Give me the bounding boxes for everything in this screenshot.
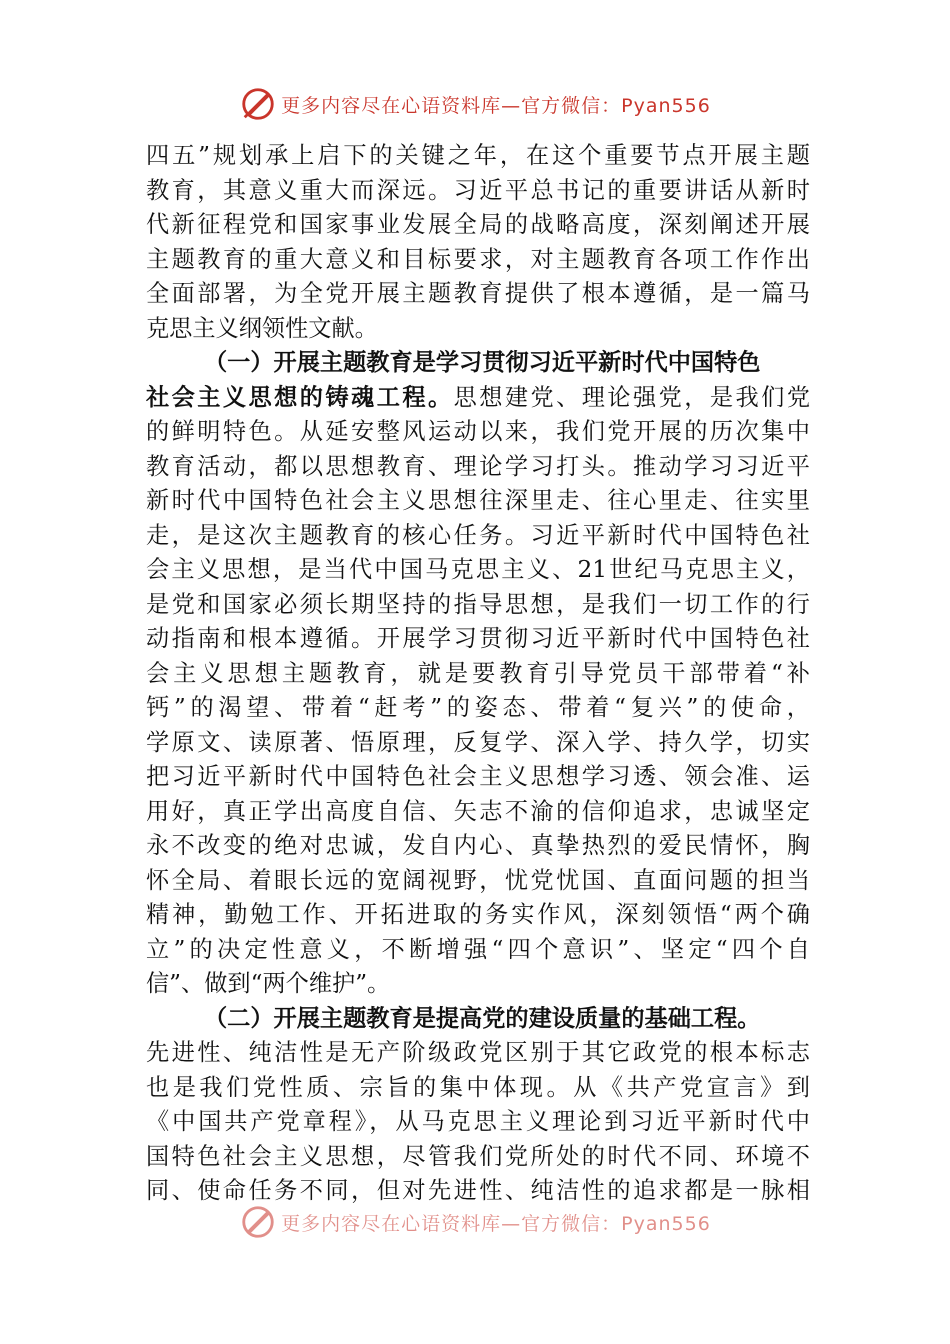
body-text: 思想建党、理论强党，是我们党 [453, 383, 810, 411]
text-line [146, 174, 810, 209]
text-line [146, 933, 810, 968]
body-text: 也是我们党性质、宗旨的集中体现。从《共产党宣言》到 [146, 1073, 810, 1101]
body-text: 精神，勤勉工作、开拓进取的务实作风，深刻领悟“两个确 [146, 901, 810, 928]
body-text: 新时代中国特色社会主义思想往深里走、往心里走、往实里 [146, 487, 810, 514]
text-line [146, 829, 810, 864]
text-line [146, 519, 810, 554]
text-line [146, 208, 810, 243]
text-line [146, 450, 810, 485]
text-line [146, 588, 810, 623]
bold-heading-text: （二）开展主题教育是提高党的建设质量的基础工程。 [204, 1004, 761, 1032]
body-text: 会主义思想主题教育，就是要教育引导党员干部带着“补 [146, 659, 810, 687]
body-text: 信”、做到“两个维护”。 [146, 970, 391, 997]
pen-circle-logo-icon [239, 1204, 277, 1240]
body-text: 克思主义纲领性文献。 [146, 314, 378, 342]
text-line [146, 657, 810, 692]
body-text: 四五”规划承上启下的关键之年，在这个重要节点开展主题 [146, 142, 810, 169]
body-text: 全面部署，为全党开展主题教育提供了根本遵循，是一篇马 [146, 280, 810, 307]
body-text: 同、使命任务不同，但对先进性、纯洁性的追求都是一脉相 [146, 1177, 810, 1204]
body-text: 的鲜明特色。从延安整风运动以来，我们党开展的历次集中 [146, 418, 810, 445]
body-text: 《中国共产党章程》，从马克思主义理论到习近平新时代中 [146, 1108, 810, 1135]
body-text: 是党和国家必须长期坚持的指导思想，是我们一切工作的行 [146, 590, 810, 618]
text-line [146, 277, 810, 312]
document-body [146, 139, 810, 1209]
text-line [146, 1036, 810, 1071]
bold-heading-text: 社会主义思想的铸魂工程。 [146, 383, 454, 411]
body-text: 走，是这次主题教育的核心任务。习近平新时代中国特色社 [146, 521, 810, 549]
text-line [146, 726, 810, 761]
text-line [146, 312, 810, 347]
text-line [146, 243, 810, 278]
text-line [146, 1002, 810, 1037]
body-text: 怀全局、着眼长远的宽阔视野，忧党忧国、直面问题的担当 [146, 866, 810, 894]
text-line [146, 691, 810, 726]
text-line [146, 484, 810, 519]
body-text: 永不改变的绝对忠诚，发自内心、真挚热烈的爱民情怀，胸 [146, 832, 810, 859]
body-text: 主题教育的重大意义和目标要求，对主题教育各项工作作出 [146, 245, 810, 273]
text-line [146, 1140, 810, 1175]
watermark-text: 更多内容尽在心语资料库—官方微信：Pyan556 [281, 94, 711, 117]
body-text: 动指南和根本遵循。开展学习贯彻习近平新时代中国特色社 [146, 625, 810, 652]
watermark-text-footer: 更多内容尽在心语资料库—官方微信：Pyan556 [281, 1212, 711, 1235]
text-line [146, 622, 810, 657]
text-line [146, 795, 810, 830]
body-text: 钙”的渴望、带着“赶考”的姿态、带着“复兴”的使命， [146, 694, 810, 721]
body-text: 教育活动，都以思想教育、理论学习打头。推动学习习近平 [146, 452, 810, 480]
text-line [146, 553, 810, 588]
watermark-footer [0, 1204, 950, 1240]
body-text: 国特色社会主义思想，尽管我们党所处的时代不同、环境不 [146, 1142, 810, 1170]
body-text: 用好，真正学出高度自信、矢志不渝的信仰追求，忠诚坚定 [146, 797, 810, 825]
body-text: 学原文、读原著、悟原理，反复学、深入学、持久学，切实 [146, 728, 810, 756]
text-line [146, 139, 810, 174]
body-text: 把习近平新时代中国特色社会主义思想学习透、领会准、运 [146, 763, 810, 790]
body-text: 代新征程党和国家事业发展全局的战略高度，深刻阐述开展 [146, 211, 810, 238]
text-line [146, 898, 810, 933]
text-line [146, 346, 810, 381]
text-line [146, 967, 810, 1002]
body-text: 立”的决定性意义，不断增强“四个意识”、坚定“四个自 [146, 935, 810, 963]
text-line [146, 1071, 810, 1106]
body-text: 先进性、纯洁性是无产阶级政党区别于其它政党的根本标志 [146, 1039, 810, 1066]
pen-circle-logo-icon [239, 85, 277, 123]
watermark-header [0, 84, 950, 124]
text-line [146, 864, 810, 899]
body-text: 会主义思想，是当代中国马克思主义、21世纪马克思主义， [146, 556, 810, 583]
text-line [146, 760, 810, 795]
text-line [146, 415, 810, 450]
body-text: 教育，其意义重大而深远。习近平总书记的重要讲话从新时 [146, 176, 810, 204]
text-line [146, 381, 810, 416]
text-line [146, 1105, 810, 1140]
bold-heading-text: （一）开展主题教育是学习贯彻习近平新时代中国特色 [204, 349, 761, 376]
